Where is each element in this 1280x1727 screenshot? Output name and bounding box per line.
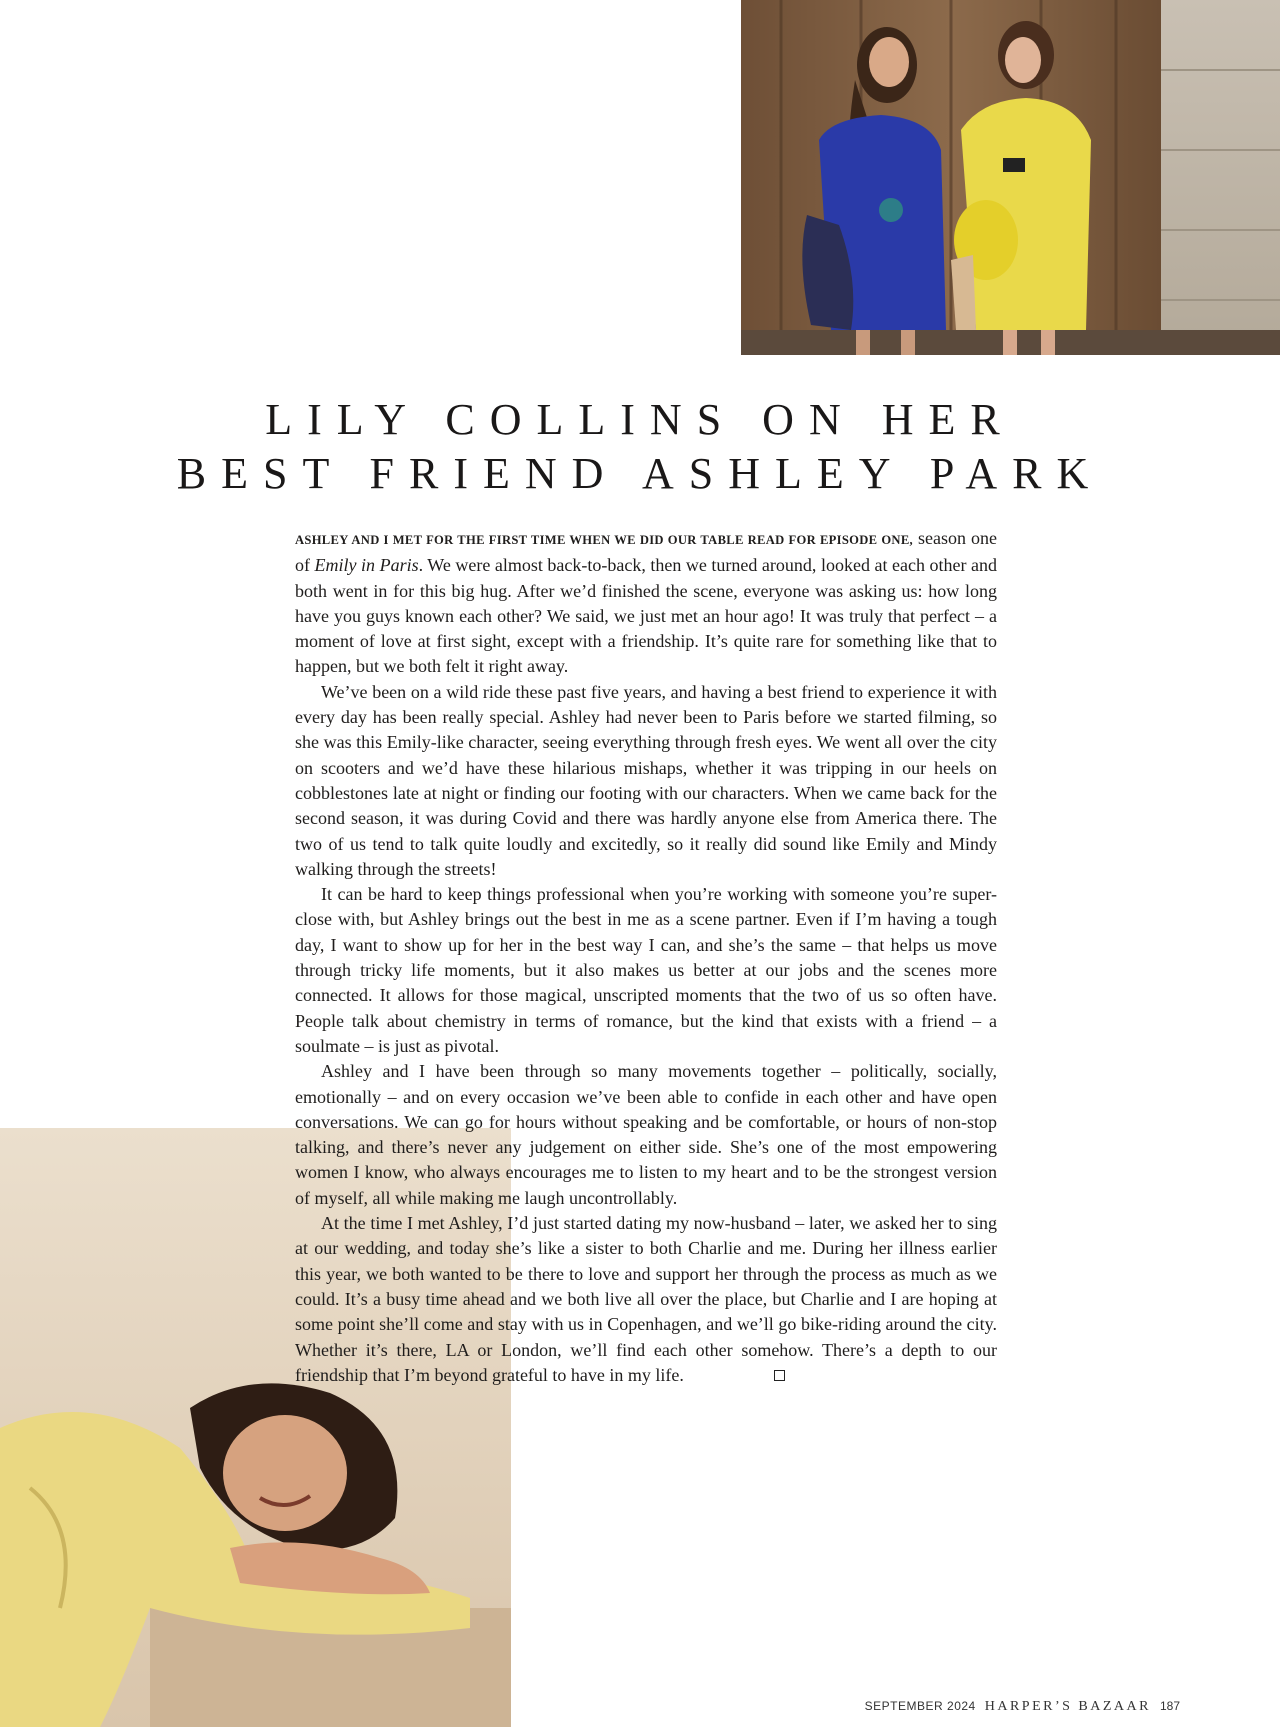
photo-illustration [741,0,1280,355]
page-folio [865,1699,1180,1715]
paragraph-1-text-b: . We were almost back-to-back, then we turned around, looked at each other and both went in for this big hug. After we’d finished the scene, everyone was asking us: how long have you guys known each other? We said, we just met an hour ago! It was truly that perfect – a moment of love at first sight, except with a friendship. It’s quite rare for something like that to happen, but we both felt it right away. [295,555,997,677]
issue-date: SEPTEMBER 2024 [864,1699,976,1713]
paragraph-1 [295,526,997,680]
headline [0,393,1280,501]
lead-in: ASHLEY AND I MET FOR THE FIRST TIME WHEN WE DID OUR TABLE READ FOR EPISODE ONE, [295,533,913,547]
end-of-article-icon [774,1370,785,1381]
article-body [295,526,997,1388]
magazine-name: HARPER’S BAZAAR [984,1699,1151,1714]
page-number: 187 [1159,1699,1180,1713]
paragraph-4: Ashley and I have been through so many movements together – politically, socially, emotionally – and on every occasion we’ve been able to confide in each other and have open conversations. We can go for hours without speaking and be comfortable, or hours of non-stop talking, and there’s never any judgement on either side. She’s one of the most empowering women I know, who always encourages me to listen to my heart and to be the strongest version of myself, all while making me laugh uncontrollably. [295,1061,997,1208]
headline-line-1: LILY COLLINS ON HER [265,395,1015,444]
paragraph-5 [295,1211,997,1388]
paragraph-1-text-a: season one of [295,528,997,576]
photo-two-women-paris [741,0,1280,355]
headline-line-2: BEST FRIEND ASHLEY PARK [176,449,1104,498]
paragraph-2: We’ve been on a wild ride these past five years, and having a best friend to experience it with every day has been really special. Ashley had never been to Paris before we started filming, so she was this Emily-like character, seeing everything through fresh eyes. We went all over the city on scooters and we’d have these hilarious mishaps, whether it was tripping in our heels on cobblestones late at night or finding our footing with our characters. When we came back for the second season, it was during Covid and there was hardly anyone else from America there. The two of us tend to talk quite loudly and excitedly, so it really did sound like Emily and Mindy walking through the streets! [295,681,997,879]
paragraph-3: It can be hard to keep things professional when you’re working with someone you’re super-close with, but Ashley brings out the best in me as a scene partner. Even if I’m having a tough day, I want to show up for her in the best way I can, and she’s the same – that helps us move through tricky life moments, but it also makes us better at our jobs and the scenes more connected. It allows for those magical, unscripted moments that the two of us so often have. People talk about chemistry in terms of romance, but the kind that exists with a friend – a soulmate – is just as pivotal. [295,884,997,1056]
paragraph-5-text: At the time I met Ashley, I’d just started dating my now-husband – later, we asked her to sing at our wedding, and today she’s like a sister to both Charlie and me. During her illness earlier this year, we both wanted to be there to love and support her through the process as much as we could. It’s a busy time ahead and we both live all over the place, but Charlie and I are hoping at some point she’ll come and stay with us in Copenhagen, and we’ll go bike-riding around the city. Whether it’s there, LA or London, we’ll find each other somehow. There’s a depth to our friendship that I’m beyond grateful to have in my life. [295,1213,997,1385]
show-title: Emily in Paris [314,555,419,576]
